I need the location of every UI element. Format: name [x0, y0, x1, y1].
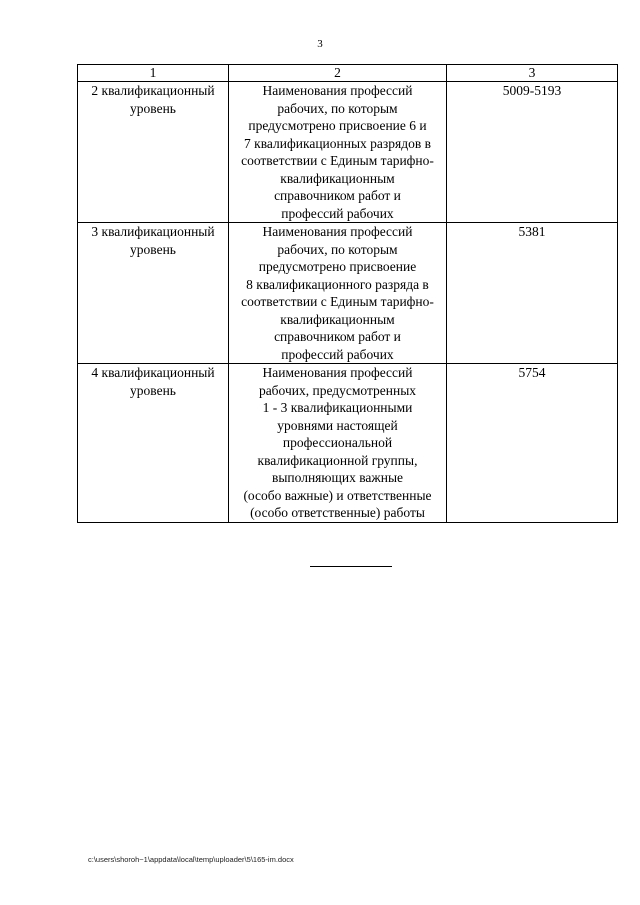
salary-value-cell: 5381 [447, 223, 618, 364]
description-line: квалификационной группы, [257, 452, 418, 468]
profession-description-cell [229, 364, 447, 523]
description-line: (особо важные) и ответственные [243, 487, 432, 503]
salary-value-cell: 5754 [447, 364, 618, 523]
description-line: 7 квалификационных разрядов в [244, 135, 431, 151]
description-line: рабочих, по которым [277, 100, 398, 116]
description-line: рабочих, по которым [277, 241, 398, 257]
description-line: соответствии с Единым тарифно- [241, 294, 434, 309]
description-line: 8 квалификационного разряда в [246, 276, 429, 292]
level-text-line: 2 квалификационный [91, 83, 215, 98]
profession-description-cell [229, 82, 447, 223]
level-text-line: уровень [130, 382, 176, 398]
description-line: (особо ответственные) работы [250, 505, 425, 520]
page-number: 3 [317, 38, 323, 50]
level-text-line: 4 квалификационный [91, 365, 215, 380]
description-line: квалификационным [280, 170, 395, 186]
description-line: предусмотрено присвоение 6 и [248, 118, 427, 133]
description-line: профессиональной [282, 435, 393, 450]
table-row [78, 82, 618, 223]
description-line: рабочих, предусмотренных [258, 382, 417, 398]
description-line: Наименования профессий [262, 224, 413, 239]
column-header-2: 2 [229, 65, 447, 82]
qualification-level-cell [78, 364, 229, 523]
table-row [78, 223, 618, 364]
description-line: справочником работ и [274, 188, 401, 203]
description-line: справочником работ и [274, 329, 401, 344]
description-line: Наименования профессий [262, 365, 413, 380]
table-row [78, 364, 618, 523]
description-line: Наименования профессий [262, 83, 413, 98]
level-text-line: уровень [130, 241, 176, 257]
column-header-1: 1 [78, 65, 229, 82]
qualification-table [77, 64, 618, 523]
description-line: соответствии с Единым тарифно- [241, 153, 434, 168]
profession-description-cell [229, 223, 447, 364]
level-text-line: 3 квалификационный [91, 224, 215, 239]
qualification-level-cell [78, 223, 229, 364]
description-line: выполняющих важные [271, 470, 404, 485]
description-line: предусмотрено присвоение [258, 259, 417, 274]
description-line: квалификационным [280, 311, 395, 327]
level-text-line: уровень [130, 100, 176, 116]
description-line: 1 - 3 квалификационными [262, 400, 413, 415]
column-header-3: 3 [447, 65, 618, 82]
description-line: уровнями настоящей [277, 417, 398, 433]
description-line: профессий рабочих [281, 205, 394, 221]
qualification-level-cell [78, 82, 229, 223]
table-header-row [78, 65, 618, 82]
footer-file-path: c:\users\shoroh~1\appdata\local\temp\uploader\5\165-im.docx [88, 855, 294, 864]
end-of-document-rule [310, 566, 392, 567]
salary-value-cell: 5009-5193 [447, 82, 618, 223]
description-line: профессий рабочих [281, 346, 394, 362]
